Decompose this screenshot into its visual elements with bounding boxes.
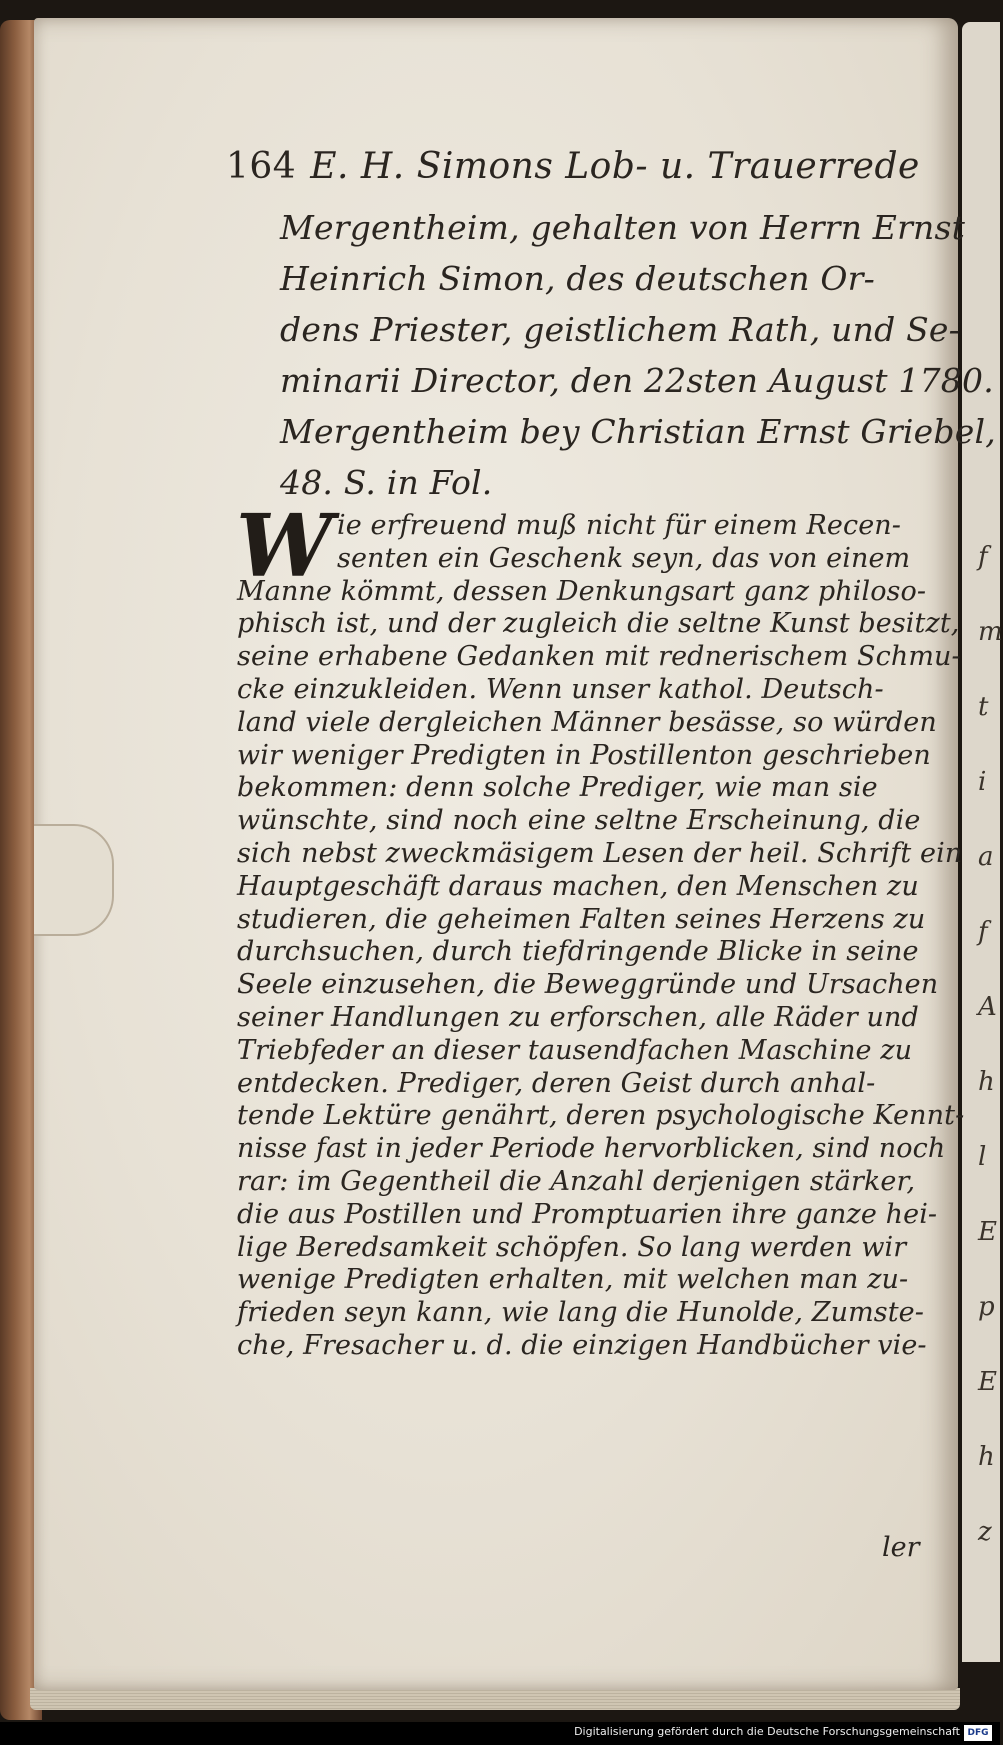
facing-page-letter: a [978,842,994,872]
facing-page-letter: h [978,1442,995,1472]
facing-page-letter: f [978,917,988,947]
body-line: wenige Predigten erhalten, mit welchen man zu- [237,1264,909,1296]
body-line: che, Fresacher u. d. die einzigen Handbücher vie- [237,1330,927,1361]
body-line: tende Lektüre genährt, deren psychologische Kennt- [237,1100,965,1132]
facing-page-edge [962,22,1003,1662]
body-line: Manne kömmt, dessen Denkungsart ganz philoso- [237,575,927,607]
facing-page-letter: t [978,692,989,722]
body-line: rar: im Gegentheil die Anzahl derjenigen stärker, [237,1166,916,1197]
facing-page-letter: l [978,1142,987,1172]
body-line: frieden seyn kann, wie lang die Hunolde, Zumste- [237,1297,924,1329]
body-line: wünschte, sind noch eine seltne Erscheinung, die [237,805,921,837]
facing-page-letter: A [978,992,997,1022]
running-head-title: E. H. Simons Lob- u. Trauerrede [310,146,920,187]
body-line: Triebfeder an dieser tausendfachen Maschine zu [237,1034,913,1066]
body-line: senten ein Geschenk seyn, das von einem [337,542,911,574]
drop-cap-initial: W [236,496,333,597]
body-line: nisse fast in jeder Periode hervorblicken, sind noch [237,1133,946,1165]
body-line: studieren, die geheimen Falten seines Herzens zu [237,903,926,935]
entry-title-line: Mergentheim bey Christian Ernst Griebel, [280,412,996,451]
facing-page-letter: m [978,617,1003,647]
body-line: land viele dergleichen Männer besässe, so würden [237,706,937,738]
facing-page-letter: f [978,542,988,572]
facing-page-letter: E [978,1367,997,1397]
facing-page-letter: E [978,1217,997,1247]
body-line: cke einzukleiden. Wenn unser kathol. Deutsch- [237,674,884,705]
body-line: durchsuchen, durch tiefdringende Blicke in seine [237,936,919,968]
body-line: seiner Handlungen zu erforschen, alle Räder und [237,1002,919,1033]
body-line: phisch ist, und der zugleich die seltne Kunst besitzt, [237,608,960,640]
facing-page-letter: i [978,767,987,797]
page-number: 164 [226,146,297,187]
body-line: die aus Postillen und Promptuarien ihre ganze hei- [237,1198,938,1230]
body-line: Hauptgeschäft daraus machen, den Menschen zu [237,870,919,902]
book-page [34,18,996,1690]
body-line: entdecken. Prediger, deren Geist durch anhal- [237,1067,876,1099]
digitization-credit: Digitalisierung gefördert durch die Deutsche Forschungsgemeinschaft [574,1725,960,1738]
page-stack-edge [30,1688,960,1710]
body-line: ie erfreuend muß nicht für einem Recen- [337,510,902,541]
facing-page-letter: z [978,1517,992,1547]
body-line: sich nebst zweckmäsigem Lesen der heil. Schrift ein [237,838,963,869]
facing-page-letter: h [978,1067,995,1097]
entry-title-line: Heinrich Simon, des deutschen Or- [280,259,875,298]
catchword: ler [882,1532,920,1563]
body-line: lige Beredsamkeit schöpfen. So lang werden wir [237,1231,907,1263]
body-line: Seele einzusehen, die Beweggründe und Ursachen [237,969,939,1001]
entry-title-line: minarii Director, den 22sten August 1780. [280,361,994,400]
page-tab-marker [34,824,114,936]
facing-page-letter: p [978,1292,995,1322]
entry-title-line: 48. S. in Fol. [280,463,493,502]
running-head [226,146,920,187]
dfg-logo: DFG [964,1725,992,1741]
entry-title-line: Mergentheim, gehalten von Herrn Ernst [280,208,966,247]
body-line: bekommen: denn solche Prediger, wie man sie [237,772,878,804]
body-line: wir weniger Predigten in Postillenton geschrieben [237,739,931,771]
entry-title-line: dens Priester, geistlichem Rath, und Se- [280,310,960,349]
body-line: seine erhabene Gedanken mit rednerischem Schmu- [237,641,961,673]
